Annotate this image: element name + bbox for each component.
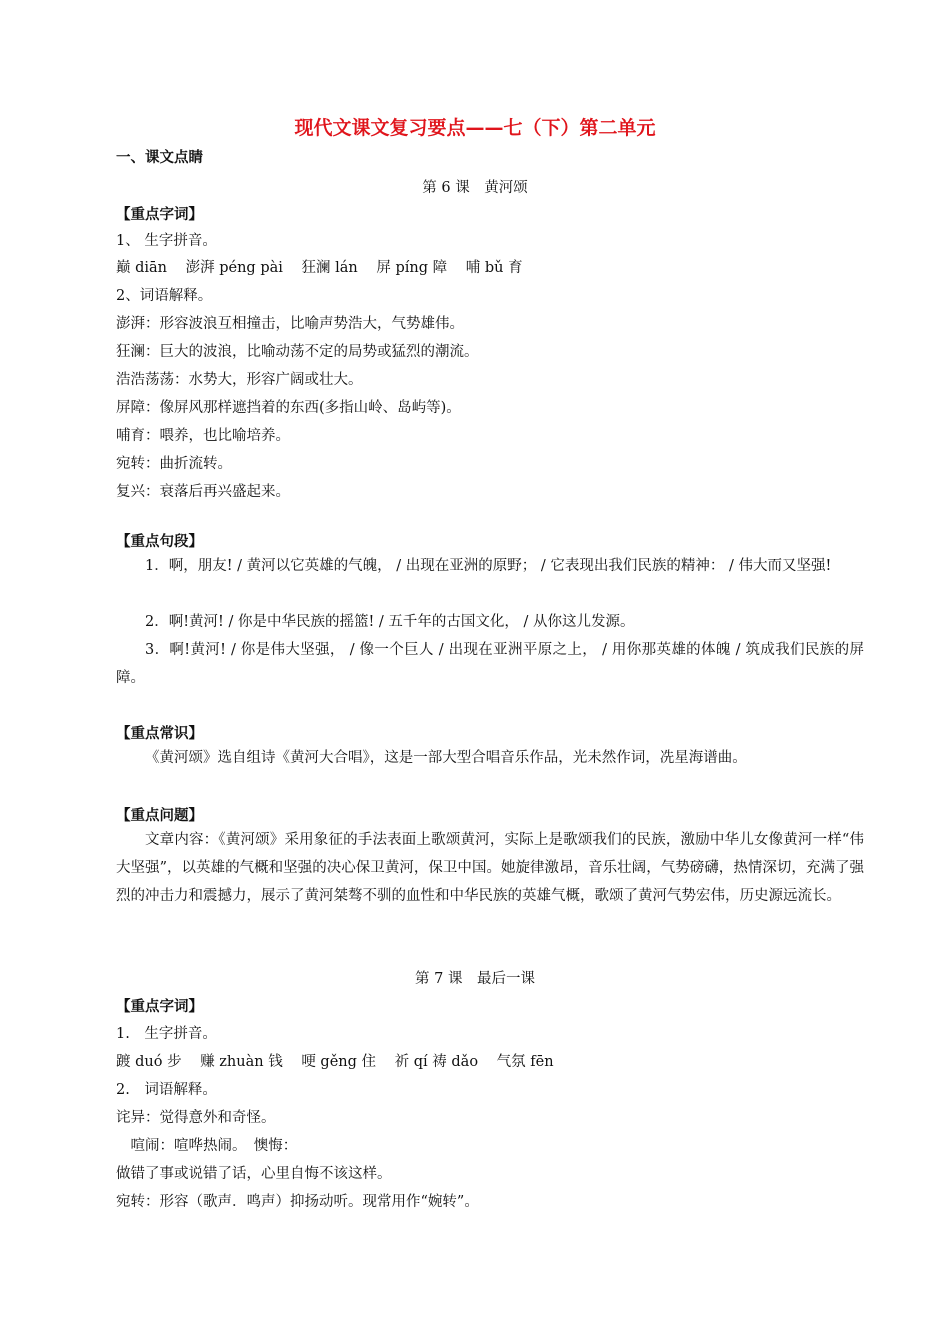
- pinyin-item: 赚 zhuàn 钱: [200, 1054, 283, 1070]
- key-question-text: 文章内容：《黄河颂》采用象征的手法表面上歌颂黄河，实际上是歌颂我们的民族，激励中华儿女像黄河一样“伟大坚强”，以英雄的气概和坚强的决心保卫黄河，保卫中国。她旋律激昂，音乐壮阔，气势磅礴，热情深切，充满了强烈的冲击力和震撼力，展示了黄河桀骜不驯的血性和中华民族的英雄气概，歌颂了黄河气势宏伟，历史源远流长。: [116, 832, 864, 904]
- explanation-line: 做错了事或说错了话，心里自悔不该这样。: [116, 1166, 392, 1182]
- explanation-line: 浩浩荡荡：水势大，形容广阔或壮大。: [116, 372, 363, 388]
- lesson-6-heading: 第 6 课 黄河颂: [422, 180, 528, 196]
- lesson-6-pinyin-list: [116, 256, 523, 277]
- explanation-line: 澎湃：形容波浪互相撞击，比喻声势浩大，气势雄伟。: [116, 316, 464, 332]
- pinyin-item: 祈 qí 祷 dǎo: [394, 1054, 479, 1070]
- explanation-line: 复兴：衰落后再兴盛起来。: [116, 484, 290, 500]
- explanation-line: 诧异：觉得意外和奇怪。: [116, 1110, 276, 1126]
- pinyin-item: 踱 duó 步: [116, 1054, 182, 1070]
- lesson-7-pinyin-label: 1. 生字拼音。: [116, 1026, 217, 1042]
- section-heading: 一、课文点睛: [116, 150, 203, 166]
- lesson-6-key-questions-head: 【重点问题】: [116, 808, 203, 824]
- pinyin-item: 哽 gěng 住: [301, 1054, 377, 1070]
- lesson-6-pinyin-label: 1、 生字拼音。: [116, 233, 217, 249]
- pinyin-item: 屏 píng 障: [376, 260, 448, 276]
- pinyin-item: 狂澜 lán: [301, 260, 358, 276]
- lesson-7-heading: 第 7 课 最后一课: [415, 971, 535, 987]
- explanation-line: 宛转：曲折流转。: [116, 456, 232, 472]
- key-knowledge-text: 《黄河颂》选自组诗《黄河大合唱》，这是一部大型合唱音乐作品，光未然作词，冼星海谱曲。: [145, 750, 747, 766]
- key-sentence: 2．啊!黄河! / 你是中华民族的摇篮! / 五千年的古国文化， / 从你这儿发源。: [145, 614, 635, 630]
- key-sentence: 1．啊，朋友! / 黄河以它英雄的气魄， / 出现在亚洲的原野； / 它表现出我们民族的精神： / 伟大而又坚强!: [145, 558, 832, 574]
- lesson-7-key-words-head: 【重点字词】: [116, 999, 203, 1015]
- lesson-6-key-knowledge-head: 【重点常识】: [116, 726, 203, 742]
- pinyin-item: 气氛 fēn: [496, 1054, 554, 1070]
- document-title: 现代文课文复习要点——七（下）第二单元: [294, 117, 656, 139]
- lesson-7-pinyin-list: [116, 1050, 554, 1071]
- lesson-7-explain-label: 2. 词语解释。: [116, 1082, 217, 1098]
- explanation-line: 宛转：形容（歌声．鸣声）抑扬动听。现常用作“婉转”。: [116, 1194, 479, 1210]
- pinyin-item: 澎湃 péng pài: [185, 260, 283, 276]
- lesson-6-key-sentences-head: 【重点句段】: [116, 534, 203, 550]
- pinyin-item: 哺 bǔ 育: [465, 260, 523, 276]
- lesson-6-explain-label: 2、词语解释。: [116, 288, 213, 304]
- explanation-line: 狂澜：巨大的波浪，比喻动荡不定的局势或猛烈的潮流。: [116, 344, 479, 360]
- explanation-line: 哺育：喂养，也比喻培养。: [116, 428, 290, 444]
- explanation-line: 喧闹：喧哗热闹。 懊悔：: [116, 1138, 298, 1154]
- explanation-line: 屏障：像屏风那样遮挡着的东西(多指山岭、岛屿等)。: [116, 400, 461, 416]
- lesson-6-key-words-head: 【重点字词】: [116, 207, 203, 223]
- pinyin-item: 巅 diān: [116, 260, 168, 276]
- key-sentence: 3．啊!黄河! / 你是伟大坚强， / 像一个巨人 / 出现在亚洲平原之上， / 用你那英雄的体魄 / 筑成我们民族的屏障。: [116, 642, 864, 686]
